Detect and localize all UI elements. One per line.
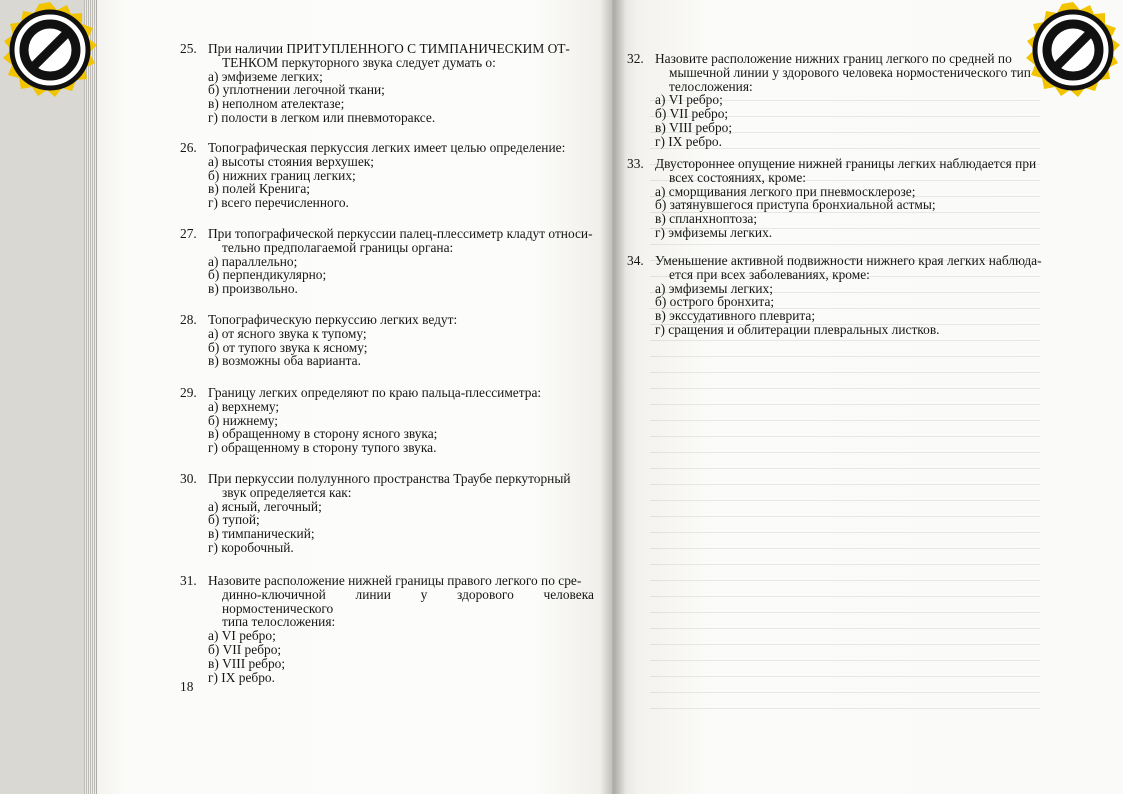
question-stem-line: звук определяется как: [222, 484, 352, 500]
page-edges [84, 0, 96, 794]
question-stem-line: Назовите расположение нижних границ легкого по средней по [655, 51, 1012, 66]
question-body [655, 52, 1047, 149]
answer-option: в) экссудативного плеврита; [655, 308, 816, 324]
page-number: 18 [180, 679, 194, 694]
answer-option: г) полости в легком или пневмотораксе. [208, 109, 436, 125]
answer-options [208, 255, 594, 296]
answer-options [208, 629, 594, 684]
answer-option: а) верхнему; [208, 398, 280, 414]
answer-options [208, 500, 594, 555]
answer-option: г) обращенному в сторону тупого звука. [208, 440, 437, 456]
answer-option: б) VII ребро; [655, 106, 729, 122]
question-stem [655, 52, 1047, 93]
question-31 [180, 574, 594, 684]
answer-options [655, 282, 1047, 337]
answer-option: а) высоты стояния верхушек; [208, 153, 375, 169]
answer-option: б) VII ребро; [208, 641, 282, 657]
question-body [655, 157, 1047, 240]
answer-options [208, 327, 594, 368]
no-sign-badge-right [1023, 0, 1123, 100]
answer-option: а) параллельно; [208, 253, 298, 269]
question-stem-line: При топографической перкуссии палец-плессиметр кладут относи- [208, 226, 593, 241]
answer-option: а) VI ребро; [208, 628, 276, 644]
question-30 [180, 472, 594, 555]
answer-option: в) полей Кренига; [208, 181, 311, 197]
question-number: 25. [180, 41, 197, 56]
answer-option: в) обращенному в сторону ясного звука; [208, 426, 438, 442]
answer-option: б) затянувшегося приступа бронхиальной астмы; [655, 197, 936, 213]
answer-option: б) острого бронхита; [655, 294, 775, 310]
question-number: 32. [627, 51, 644, 66]
question-stem [208, 386, 594, 400]
answer-option: г) IX ребро. [655, 133, 722, 149]
question-number: 27. [180, 226, 197, 241]
answer-option: в) спланхноптоза; [655, 211, 758, 227]
question-stem-line: Границу легких определяют по краю пальца-плессиметра: [208, 385, 542, 400]
question-number: 29. [180, 385, 197, 400]
question-stem-line: всех состояниях, кроме: [669, 169, 807, 185]
question-stem-line: Двустороннее опущение нижней границы легких наблюдается при [655, 156, 1037, 171]
answer-options [208, 155, 594, 210]
answer-option: б) нижнему; [208, 412, 279, 428]
question-number: 30. [180, 471, 197, 486]
question-stem [208, 227, 594, 255]
question-body [208, 472, 594, 555]
prohibited-icon [0, 0, 100, 100]
book-gutter [600, 0, 626, 794]
answer-option: б) уплотнении легочной ткани; [208, 82, 385, 98]
answer-option: б) нижних границ легких; [208, 167, 356, 183]
answer-option: в) тимпанический; [208, 526, 315, 542]
answer-option: а) эмфиземе легких; [208, 68, 323, 84]
question-28 [180, 313, 594, 368]
answer-option: г) сращения и облитерации плевральных листков. [655, 321, 940, 337]
question-body [208, 386, 594, 455]
answer-option: в) VIII ребро; [655, 119, 733, 135]
question-body [208, 227, 594, 296]
question-stem [655, 254, 1047, 282]
answer-option: г) коробочный. [208, 539, 294, 555]
answer-option: г) эмфиземы легких. [655, 224, 773, 240]
answer-option: б) тупой; [208, 512, 260, 528]
question-body [208, 42, 594, 125]
question-29 [180, 386, 594, 455]
answer-option: а) от ясного звука к тупому; [208, 325, 367, 341]
question-number: 26. [180, 140, 197, 155]
question-stem-line: мышечной линии у здорового человека нормостенического тип [669, 64, 1031, 80]
question-stem-line: При наличии ПРИТУПЛЕННОГО С ТИМПАНИЧЕСКИМ ОТ- [208, 41, 570, 56]
question-27 [180, 227, 594, 296]
question-number: 33. [627, 156, 644, 171]
question-body [208, 141, 594, 210]
question-stem-line: телосложения: [669, 78, 753, 94]
question-32 [627, 52, 1047, 149]
question-number: 31. [180, 573, 197, 588]
question-body [208, 574, 594, 684]
answer-option: а) эмфиземы легких; [655, 280, 773, 296]
question-33 [627, 157, 1047, 240]
question-body [208, 313, 594, 368]
question-body [655, 254, 1047, 337]
question-stem-line: Топографическую перкуссию легких ведут: [208, 312, 458, 327]
answer-options [655, 185, 1047, 240]
question-stem-line: ТЕНКОМ перкуторного звука следует думать о: [222, 54, 496, 70]
question-stem-line: Уменьшение активной подвижности нижнего края легких наблюда- [655, 253, 1042, 268]
answer-options [208, 70, 594, 125]
answer-option: в) неполном ателектазе; [208, 96, 345, 112]
question-stem [208, 574, 594, 629]
prohibited-icon [1023, 0, 1123, 100]
question-number: 28. [180, 312, 197, 327]
question-25 [180, 42, 594, 125]
question-stem-line: тельно предполагаемой границы органа: [222, 239, 454, 255]
question-stem-line: Топографическая перкуссия легких имеет целью определение: [208, 140, 566, 155]
question-stem-line: типа телосложения: [222, 614, 336, 630]
answer-option: а) ясный, легочный; [208, 498, 322, 514]
answer-option: а) VI ребро; [655, 92, 723, 108]
question-stem-line: При перкуссии полулунного пространства Траубе перкуторный [208, 471, 571, 486]
answer-option: а) сморщивания легкого при пневмосклерозе; [655, 183, 916, 199]
answer-option: б) от тупого звука к ясному; [208, 339, 368, 355]
answer-option: б) перпендикулярно; [208, 267, 327, 283]
answer-option: г) IX ребро. [208, 669, 275, 685]
question-stem [208, 141, 594, 155]
page-edge-line [96, 0, 97, 794]
question-34 [627, 254, 1047, 337]
answer-option: в) возможны оба варианта. [208, 353, 361, 369]
question-stem [208, 313, 594, 327]
question-number: 34. [627, 253, 644, 268]
answer-option: в) VIII ребро; [208, 655, 286, 671]
question-stem [208, 42, 594, 70]
answer-options [208, 400, 594, 455]
question-stem [655, 157, 1047, 185]
question-stem-line: динно-ключичной линии у здорового человека нормостенического [222, 586, 594, 616]
question-stem-line: ется при всех заболеваниях, кроме: [669, 266, 870, 282]
question-stem-line: Назовите расположение нижней границы правого легкого по сре- [208, 573, 582, 588]
answer-options [655, 93, 1047, 148]
question-26 [180, 141, 594, 210]
answer-option: в) произвольно. [208, 281, 298, 297]
no-sign-badge-left [0, 0, 100, 100]
question-stem [208, 472, 594, 500]
answer-option: г) всего перечисленного. [208, 195, 349, 211]
